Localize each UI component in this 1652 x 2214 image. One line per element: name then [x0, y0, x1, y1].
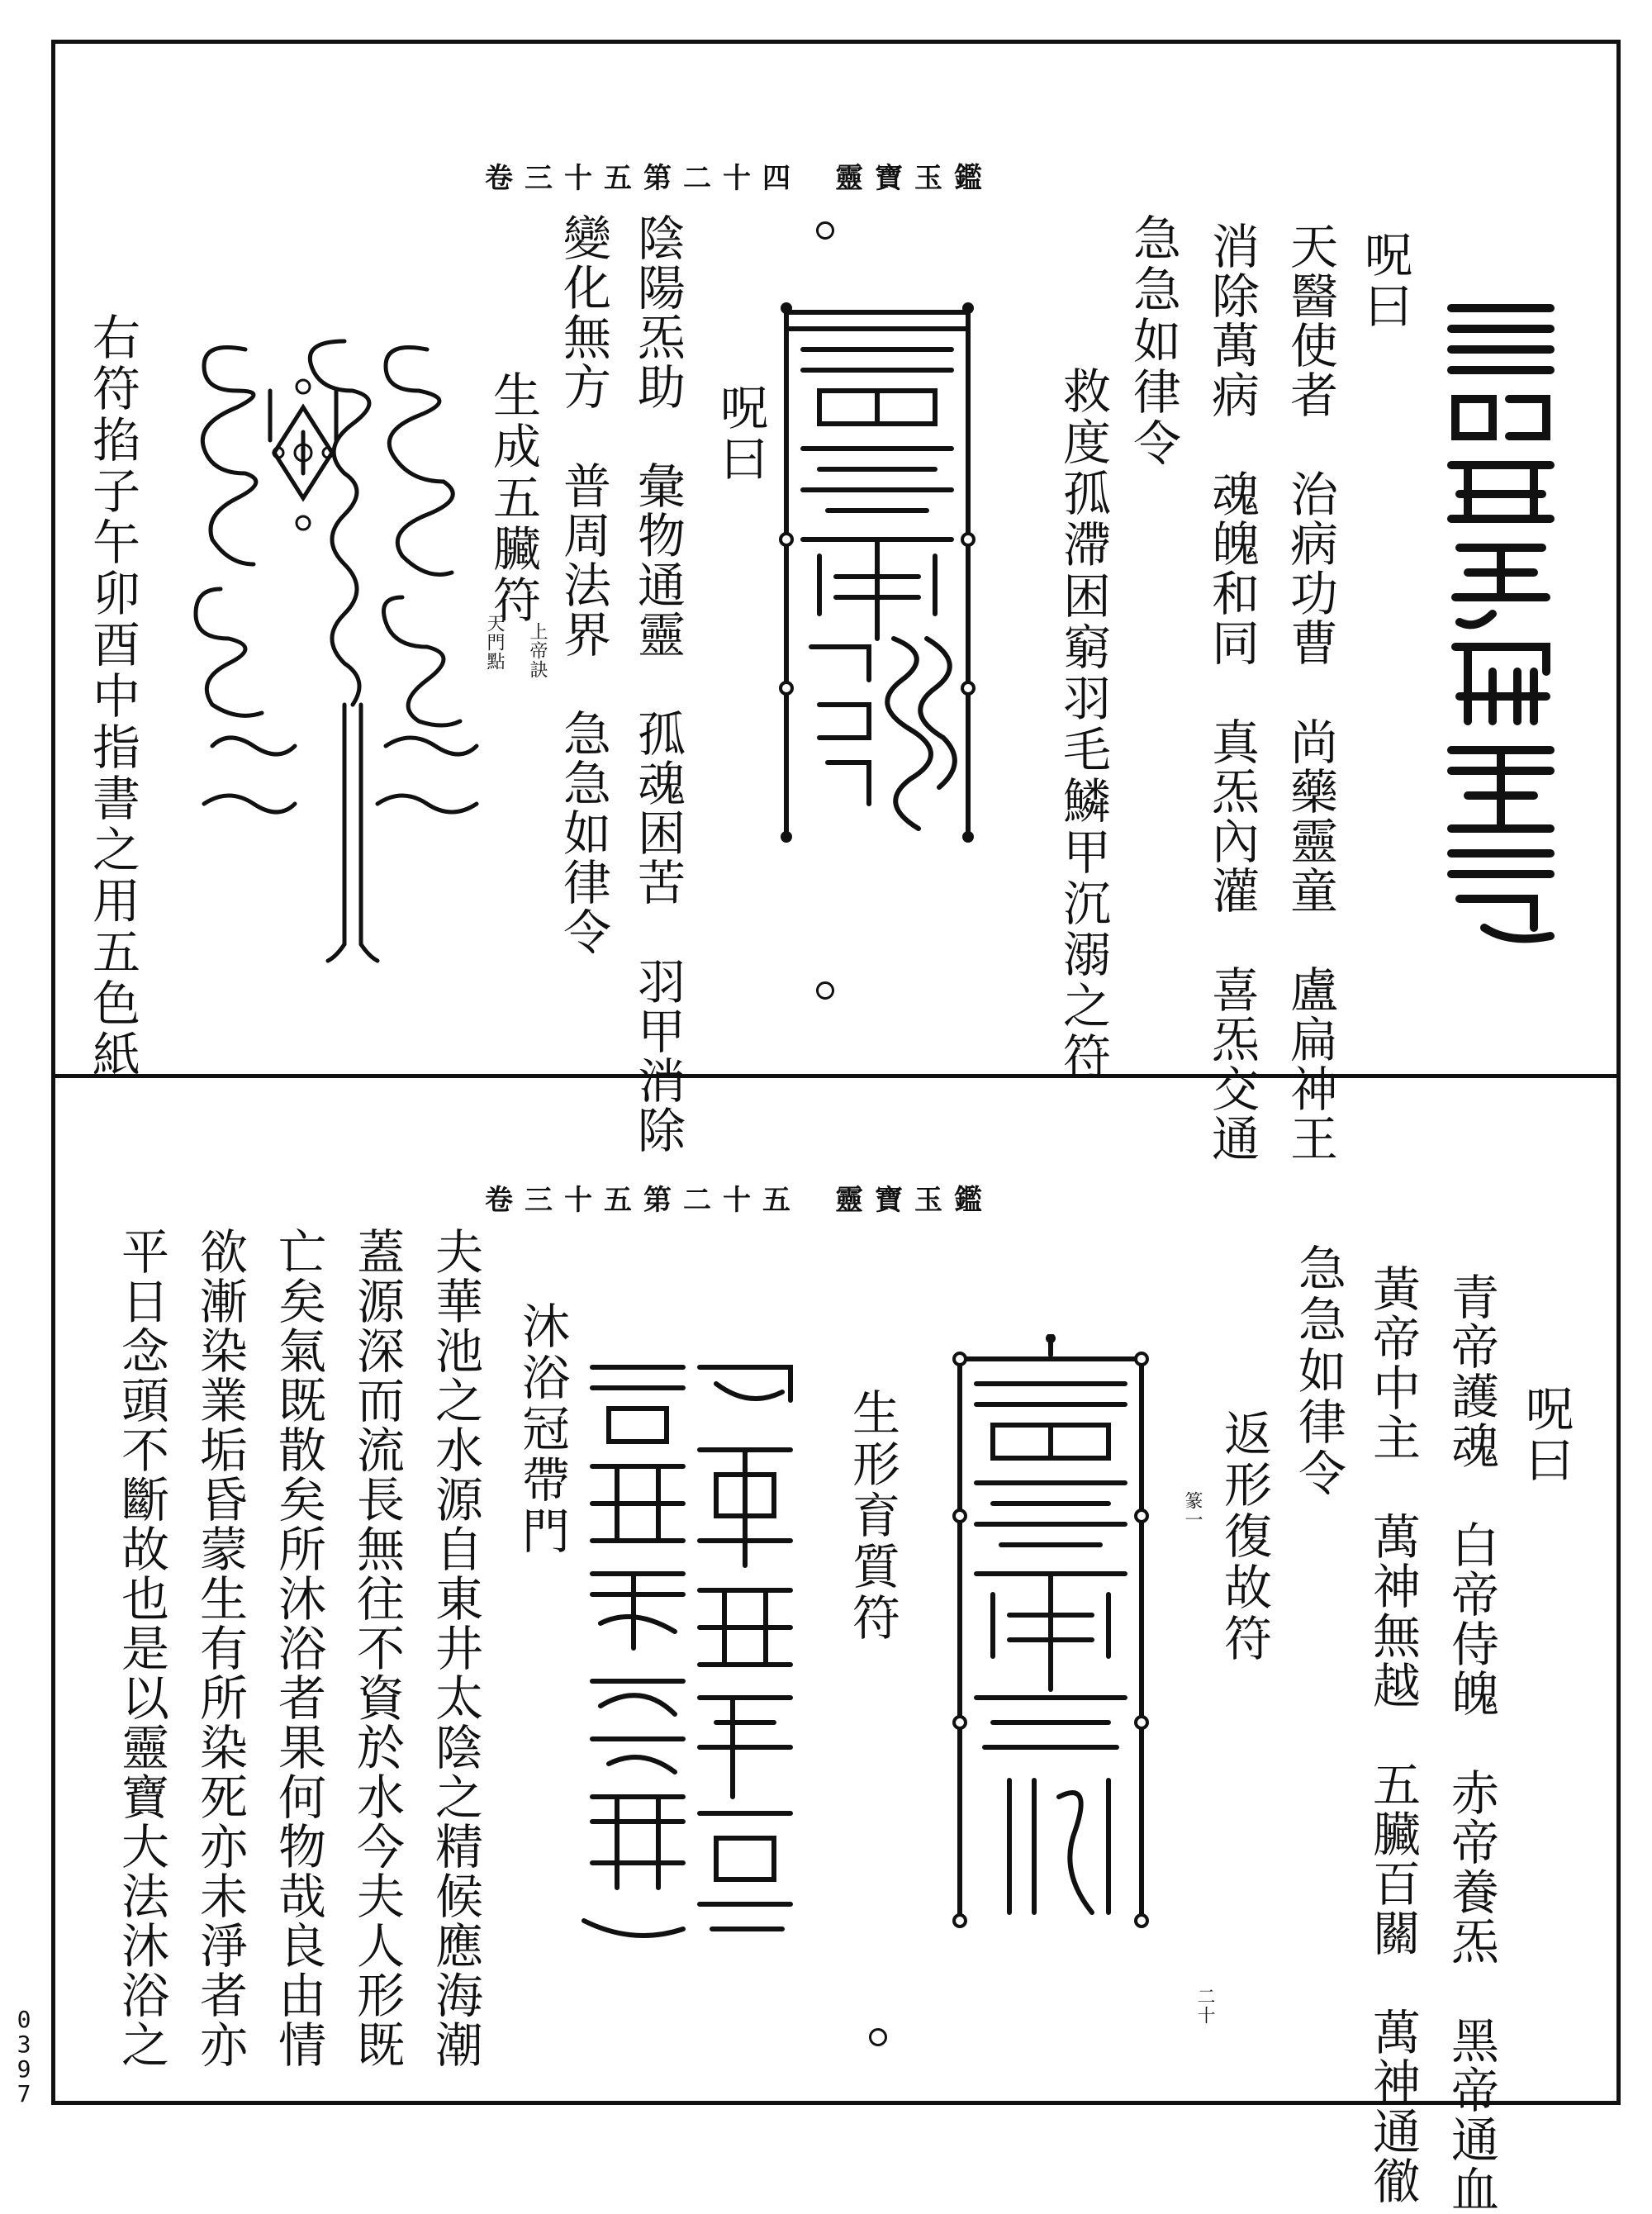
top-col-10: 右符掐子午卯酉中指書之用五色紙	[84, 312, 140, 1081]
bottom-col-1: 呪曰	[1517, 1384, 1574, 1486]
top-col-4: 急急如律令	[1125, 213, 1181, 469]
bottom-col-8: 夫華池之水源自東井太陰之精候應海潮	[427, 1227, 483, 2069]
talisman-shengxing-glyphs	[567, 1351, 815, 1962]
bottom-panel	[55, 1078, 1616, 2214]
bottom-col-5: 返形復故符	[1216, 1409, 1272, 1665]
bottom-col-9: 蓋源深而流長無往不資於水今夫人形既	[349, 1227, 405, 2069]
page-number-digit-3: 9	[17, 2055, 31, 2083]
top-circle-marker-upper	[816, 221, 834, 240]
bottom-col-2: 青帝護魂 白帝侍魄 赤帝養炁 黑帝通血	[1443, 1272, 1499, 2214]
top-circle-marker-lower	[816, 981, 834, 1000]
bottom-col-3: 黃帝中主 萬神無越 五臟百關 萬神通徹	[1365, 1264, 1421, 2206]
top-col-2: 天醫使者 治病功曹 尚藥靈童 盧扁神王	[1282, 221, 1338, 1163]
page-number-digit-2: 3	[17, 2031, 31, 2058]
talisman-shengcheng	[179, 316, 493, 969]
top-col-7: 陰陽炁助 彙物通靈 孤魂困苦 羽甲消除	[629, 213, 686, 1155]
top-header-title: 靈寶玉鑑	[835, 162, 994, 195]
bottom-col-7: 沐浴冠帶門	[514, 1301, 570, 1557]
bottom-col-10: 亡矣氣既散矣所沐浴者果何物哉良由情	[270, 1227, 326, 2069]
top-col-3: 消除萬病 魂魄和同 真炁內灌 喜炁交通	[1203, 221, 1260, 1163]
talisman-jiudu	[770, 292, 985, 853]
page-number-digit-1: 0	[17, 2006, 31, 2033]
talisman-jiudu-glyphs	[770, 292, 985, 853]
talisman-shengcheng-glyphs	[179, 316, 493, 969]
top-col-5: 救度孤滯困窮羽毛鱗甲沉溺之符	[1055, 366, 1111, 1083]
bottom-circle-marker	[869, 2028, 887, 2046]
top-panel	[55, 44, 1616, 1163]
top-col-9: 生成五臟符	[485, 370, 541, 626]
bottom-col-11: 欲漸染業垢昏蒙生有所染死亦未淨者亦	[192, 1227, 248, 2069]
bottom-col-5-num: 二十	[1194, 1987, 1215, 2025]
talisman-shengxing	[567, 1351, 815, 1962]
page-number-digit-4: 7	[17, 2080, 31, 2107]
talisman-fanxing-glyphs	[943, 1334, 1158, 1946]
top-col-9-note-b: 天門點	[484, 614, 505, 671]
talisman-kaidu	[1443, 292, 1559, 953]
bottom-header-section: 卷三十五第二十五	[485, 1184, 802, 1217]
top-col-8: 變化無方 普周法界 急急如律令	[555, 213, 611, 957]
bottom-col-4: 急急如律令	[1290, 1243, 1346, 1499]
top-col-9-note-a: 上帝訣	[527, 622, 548, 679]
top-col-6: 呪曰	[712, 382, 768, 485]
bottom-running-header	[485, 1177, 994, 1218]
page-number	[12, 2007, 36, 2107]
top-header-section: 卷三十五第二十四	[485, 162, 802, 195]
talisman-kaidu-glyphs	[1443, 292, 1559, 953]
bottom-col-6: 生形育質符	[844, 1388, 900, 1644]
bottom-col-5-note: 篆一	[1182, 1491, 1203, 1529]
bottom-header-title: 靈寶玉鑑	[835, 1184, 994, 1217]
talisman-fanxing	[943, 1334, 1158, 1946]
top-col-1: 呪曰	[1356, 230, 1412, 332]
top-running-header	[485, 155, 994, 196]
bottom-col-12: 平日念頭不斷故也是以靈寶大法沐浴之	[113, 1227, 169, 2069]
